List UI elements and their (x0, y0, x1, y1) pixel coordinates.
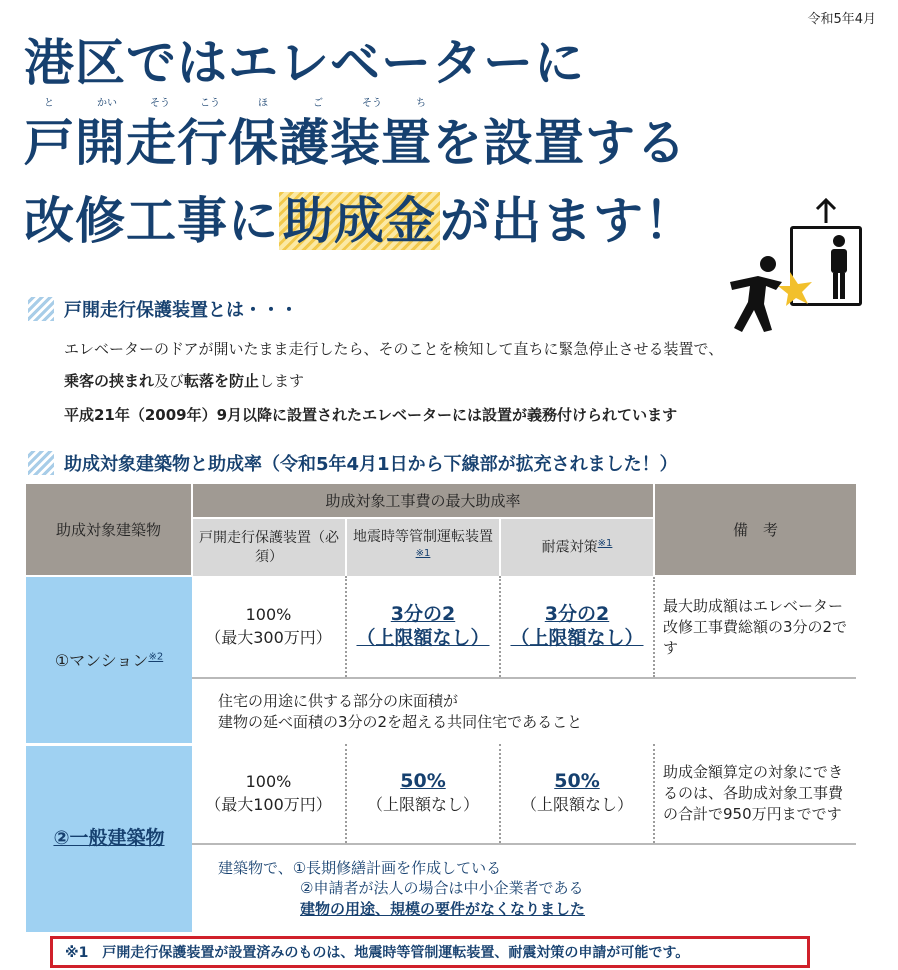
general-earthquake-limit: （上限額なし） (366, 795, 479, 815)
general-condition-2: ②申請者が法人の場合は中小企業者である (300, 879, 584, 898)
building-mansion (26, 576, 192, 744)
mansion-earthquake-rate (346, 576, 500, 678)
general-door-percent: 100% (245, 772, 292, 792)
caught-person-icon (728, 252, 818, 336)
mansion-condition (192, 678, 856, 744)
section-heading-subsidy-text: 助成対象建築物と助成率（令和5年4月1日から下線部が拡充されました！） (64, 454, 678, 475)
general-condition (192, 844, 856, 932)
mansion-door-max: （最大300万円） (205, 627, 332, 647)
ruby-sou: そう (150, 98, 170, 109)
ruby-go: ご (313, 98, 323, 109)
reference-2: ※2 (148, 651, 164, 663)
general-earthquake-rate (346, 744, 500, 844)
mansion-earthquake-limit: （上限額なし） (356, 626, 490, 649)
and-text: 及び (154, 372, 185, 390)
general-earthquake-percent: 50% (400, 770, 446, 793)
building-general-text: ②一般建築物 (53, 826, 165, 849)
section-heading-subsidy (28, 450, 678, 476)
title-line-3 (24, 192, 695, 250)
general-seismic-percent: 50% (554, 770, 600, 793)
footnote: ※1 戸開走行保護装置が設置済みのものは、地震時等管制運転装置、耐震対策の申請が可能です。 (50, 936, 810, 968)
hatch-marker-icon (28, 297, 54, 321)
header-earthquake-text: 地震時等管制運転装置 (353, 528, 493, 545)
building-mansion-text: ①マンション (54, 651, 149, 671)
general-note: 助成金額算定の対象にできるのは、各助成対象工事費の合計で950万円までです (654, 744, 856, 844)
ruby-chi: ち (416, 98, 426, 109)
general-door-max: （最大100万円） (205, 794, 332, 814)
header-building: 助成対象建築物 (26, 484, 192, 576)
general-condition-1: 建築物で、①長期修繕計画を作成している (218, 859, 502, 878)
header-notes: 備 考 (654, 484, 856, 576)
mansion-condition-1: 住宅の用途に供する部分の床面積が (218, 692, 459, 711)
device-description-line-1: エレベーターのドアが開いたまま走行したら、そのことを検知して直ちに緊急停止させる装置で、 (64, 340, 724, 358)
reference-1: ※1 (597, 538, 613, 550)
header-max-rate: 助成対象工事費の最大助成率 (192, 484, 654, 518)
mansion-door-percent: 100% (245, 605, 292, 625)
mansion-earthquake-fraction: 3分の2 (390, 602, 456, 625)
ruby-kou: こう (200, 98, 220, 109)
ruby-kai: かい (97, 98, 117, 109)
header-door-device-text: 戸開走行保護装置（必須） (199, 529, 339, 565)
ruby-to: と (44, 98, 54, 109)
mansion-seismic-rate (500, 576, 654, 678)
section-heading-device-text: 戸開走行保護装置とは・・・ (64, 300, 298, 321)
title-line-3-suffix: が出ます！ (440, 192, 695, 250)
general-seismic-rate (500, 744, 654, 844)
issue-date: 令和5年4月 (807, 12, 876, 27)
header-earthquake-device (346, 518, 500, 576)
subsidy-table (26, 484, 856, 932)
fall-prevention-text: 転落を防止 (184, 372, 260, 390)
section-heading-device (28, 296, 298, 322)
reference-1: ※1 (415, 547, 431, 559)
trap-text: 乗客の挟まれ (64, 372, 155, 390)
mansion-seismic-limit: （上限額なし） (510, 626, 644, 649)
general-seismic-limit: （上限額なし） (520, 795, 633, 815)
device-description-line-2 (64, 370, 304, 391)
mansion-note: 最大助成額はエレベーター改修工事費総額の3分の2です (654, 576, 856, 678)
header-seismic-text: 耐震対策 (541, 539, 598, 556)
ruby-sou-2: そう (362, 98, 382, 109)
header-seismic (500, 518, 654, 576)
general-door-rate (192, 744, 346, 844)
building-general (26, 744, 192, 932)
title-line-1: 港区ではエレベーターに (24, 34, 585, 92)
header-door-device (192, 518, 346, 576)
table-row (26, 576, 856, 678)
up-arrow-icon (814, 198, 838, 224)
ruby-ho: ほ (258, 98, 268, 109)
hatch-marker-icon (28, 451, 54, 475)
title-highlight-subsidy: 助成金 (279, 192, 440, 250)
mandatory-notice: 平成21年（2009年）9月以降に設置されたエレベーターには設置が義務付けられています (64, 406, 678, 424)
title-line-2: 戸開走行保護装置を設置する (24, 114, 687, 172)
suffix-text: します (259, 372, 305, 390)
mansion-condition-2: 建物の延べ面積の3分の2を超える共同住宅であること (218, 712, 583, 731)
mansion-door-rate (192, 576, 346, 678)
general-condition-3: 建物の用途、規模の要件がなくなりました (300, 899, 586, 918)
mansion-seismic-fraction: 3分の2 (544, 602, 610, 625)
title-line-3-prefix: 改修工事に (24, 192, 279, 250)
table-row (26, 744, 856, 844)
